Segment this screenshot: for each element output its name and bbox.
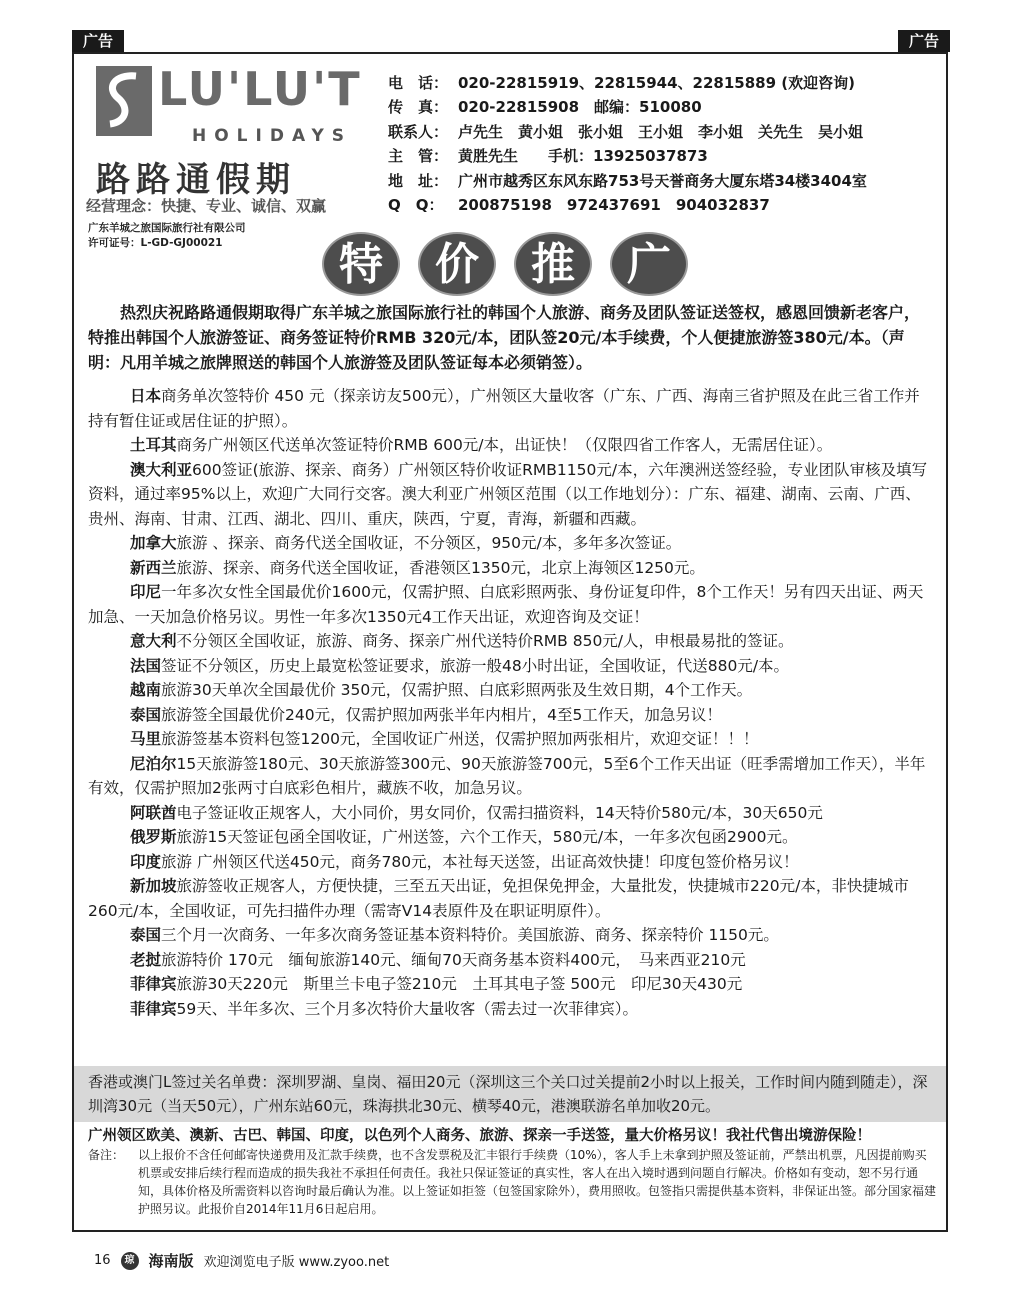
banner-char: 特: [322, 232, 400, 296]
visa-item-country: 菲律宾: [130, 975, 177, 993]
visa-item-country: 意大利: [130, 632, 177, 650]
visa-item-text: 600签证(旅游、探亲、商务）广州领区特价收证RMB1150元/本，六年澳洲送签经验，专业团队审核及填写资料，通过率95%以上，欢迎广大同行交客。澳大利亚广州领区范围（以工作地划分）：广东、福建、湖南、云南、广西、贵州、海南、甘肃、江西、湖北、四川、重庆，陕西，宁夏，青海，新疆和西藏。: [88, 460, 928, 528]
contact-address: 地 址： 广州市越秀区东风东路753号天誉商务大厦东塔34楼3404室: [388, 171, 867, 190]
special-offer-banner: [322, 232, 702, 296]
page-number: 16: [94, 1253, 111, 1268]
visa-item-country: 俄罗斯: [130, 828, 177, 846]
banner-char: 推: [514, 232, 592, 296]
company-name: 广东羊城之旅国际旅行社有限公司: [88, 222, 246, 234]
visa-item: [88, 825, 933, 850]
footer-website: 欢迎浏览电子版 www.zyoo.net: [203, 1255, 390, 1270]
visa-item-country: 法国: [130, 656, 162, 675]
visa-item: [88, 629, 933, 654]
visa-item-country: 泰国: [130, 705, 162, 724]
visa-item: [88, 948, 933, 973]
visa-item-text: 旅游15天签证包函全国收证，广州送签，六个工作天，580元/本，一年多次包函2900元。: [176, 828, 798, 846]
contact-persons: 联系人： 卢先生 黄小姐 张小姐 王小姐 李小姐 关先生 吴小姐: [388, 122, 864, 141]
visa-item: [88, 703, 933, 728]
visa-item: [88, 972, 933, 997]
visa-item-country: 新加坡: [130, 877, 177, 895]
visa-item: [88, 433, 933, 458]
contact-manager: 主 管： 黄胜先生 手机：13925037873: [388, 147, 708, 166]
visa-item-country: 越南: [130, 681, 162, 699]
visa-item-country: 土耳其: [130, 436, 177, 454]
visa-item: [88, 752, 933, 801]
visa-item-country: 印尼: [130, 583, 162, 601]
ad-tag-right: 广告: [898, 30, 950, 52]
visa-item: [88, 556, 933, 581]
contact-block: [388, 72, 948, 218]
logo-brand: LU'LU'T: [158, 62, 362, 116]
edition-name: 海南版: [148, 1252, 194, 1270]
visa-item-text: 旅游、探亲、商务代送全国收证，香港领区1350元，北京上海领区1250元。: [176, 558, 705, 577]
visa-item-country: 印度: [130, 852, 162, 871]
visa-item-text: 旅游 、探亲、商务代送全国收证，不分领区，950元/本，多年多次签证。: [176, 534, 682, 552]
contact-phone: 电 话： 020-22815919、22815944、22815889 (欢迎咨询): [388, 74, 855, 92]
logo-cn-name: 路路通假期: [96, 160, 296, 200]
visa-item-text: 旅游特价 170元 缅甸旅游140元、缅甸70天商务基本资料400元， 马来西亚210元: [161, 950, 746, 969]
visa-item-text: 旅游 广州领区代送450元，商务780元，本社每天送签，出证高效快捷！印度包签价格另议！: [161, 852, 799, 871]
visa-item: [88, 654, 933, 679]
contact-fax: 传 真： 020-22815908 邮编：510080: [388, 98, 702, 117]
visa-items-list: [88, 384, 933, 1021]
visa-item-text: 电子签证收正规客人，大小同价，男女同价，仅需扫描资料，14天特价580元/本，30天650元: [176, 803, 823, 822]
visa-item: [88, 801, 933, 826]
edition-icon: 琼: [121, 1252, 139, 1270]
visa-item-country: 泰国: [130, 926, 162, 944]
visa-item-country: 新西兰: [130, 558, 177, 577]
visa-item: [88, 923, 933, 948]
visa-item: [88, 458, 933, 532]
visa-item-country: 马里: [130, 730, 162, 748]
visa-item-text: 旅游签收正规客人，方便快捷，三至五天出证，免担保免押金，大量批发，快捷城市220元/本，非快捷城市260元/本，全国收证，可先扫描件办理（需寄V14表原件及在职证明原件）。: [88, 877, 909, 920]
banner-char: 广: [610, 232, 688, 296]
visa-item-text: 旅游签基本资料包签1200元，全国收证广州送，仅需护照加两张相片，欢迎交证！！！: [161, 730, 759, 748]
bottom-note: 广州领区欧美、澳新、古巴、韩国、印度，以色列个人商务、旅游、探亲一手送签，量大价格另议！我社代售出境游保险！: [88, 1128, 871, 1144]
visa-item-text: 一年多次女性全国最优价1600元，仅需护照、白底彩照两张、身份证复印件，8个工作天！另有四天出证、两天加急、一天加急价格另议。男性一年多次1350元4工作天出证，欢迎咨询及交证！: [88, 583, 924, 626]
remarks-text: 以上报价不含任何邮寄快递费用及汇款手续费，也不含发票税及汇丰银行手续费（10%），客人手上未拿到护照及签证前，严禁出机票，凡因提前购买机票或安排后续行程而造成的损失我社不承担任何责任。我社只保证签证的真实性，客人在出入境时遇到问题自行解决。价格如有变动，恕不另行通知，具体价格及所需资料以咨询时最后确认为准。以上签证如拒签（包签国家除外），费用照收。包签指只需提供基本资料，非保证出签。部分国家福建护照另议。此报价自2014年11月6日起启用。: [138, 1148, 937, 1216]
banner-char: 价: [418, 232, 496, 296]
ad-tag-left: 广告: [72, 30, 124, 52]
visa-item-text: 商务单次签特价 450 元（探亲访友500元），广州领区大量收客（广东、广西、海南三省护照及在此三省工作并持有暂住证或居住证的护照）。: [88, 387, 920, 430]
visa-item-country: 澳大利亚: [130, 460, 193, 479]
visa-item-country: 尼泊尔: [130, 754, 177, 773]
visa-item-text: 不分领区全国收证，旅游、商务、探亲广州代送特价RMB 850元/人，申根最易批的签证。: [176, 632, 794, 650]
logo-holidays: HOLIDAYS: [192, 126, 353, 146]
visa-item-text: 15天旅游签180元、30天旅游签300元、90天旅游签700元，5至6个工作天出证（旺季需增加工作天），半年有效，仅需护照加2张两寸白底彩色相片，藏族不收，加急另议。: [88, 754, 926, 797]
visa-item-country: 阿联酋: [130, 803, 177, 822]
visa-item: [88, 580, 933, 629]
logo-slogan: 经营理念：快捷、专业、诚信、双赢: [86, 197, 327, 215]
visa-item: [88, 531, 933, 556]
license-number: 许可证号：L-GD-GJ00021: [88, 237, 223, 249]
visa-item-text: 签证不分领区，历史上最宽松签证要求，旅游一般48小时出证，全国收证，代送880元/本。: [161, 656, 790, 675]
contact-qq: Q Q： 200875198 972437691 904032837: [388, 195, 770, 214]
visa-item-country: 日本: [130, 387, 162, 405]
logo-s-icon: [96, 66, 152, 136]
visa-item-text: 旅游签全国最优价240元，仅需护照加两张半年内相片，4至5工作天，加急另议！: [161, 705, 722, 724]
visa-item: [88, 850, 933, 875]
visa-item-country: 菲律宾: [130, 999, 177, 1018]
visa-item: [88, 727, 933, 752]
visa-item-text: 旅游30天220元 斯里兰卡电子签210元 土耳其电子签 500元 印尼30天430元: [176, 975, 743, 993]
visa-item: [88, 874, 933, 923]
visa-item-text: 旅游30天单次全国最优价 350元，仅需护照、白底彩照两张及生效日期，4个工作天。: [161, 681, 753, 699]
visa-item: [88, 997, 933, 1022]
visa-item: [88, 678, 933, 703]
visa-item-text: 商务广州领区代送单次签证特价RMB 600元/本，出证快！（仅限四省工作客人，无需居住证）。: [176, 436, 833, 454]
visa-item: [88, 384, 933, 433]
intro-paragraph: 热烈庆祝路路通假期取得广东羊城之旅国际旅行社的韩国个人旅游、商务及团队签证送签权，感恩回馈新老客户，特推出韩国个人旅游签证、商务签证特价RMB 320元/本，团队签20元/本手续费，个人便捷旅游签380元/本。（声明：凡用羊城之旅牌照送的韩国个人旅游签及团队签证每本必须销签）。: [88, 303, 921, 372]
visa-item-text: 三个月一次商务、一年多次商务签证基本资料特价。美国旅游、商务、探亲特价 1150元。: [161, 926, 779, 944]
visa-item-country: 加拿大: [130, 534, 177, 552]
visa-item-text: 59天、半年多次、三个月多次特价大量收客（需去过一次菲律宾）。: [176, 999, 638, 1018]
visa-item-country: 老挝: [130, 950, 162, 969]
remarks: [88, 1146, 938, 1218]
hk-macau-note: 香港或澳门L签过关名单费：深圳罗湖、皇岗、福田20元（深圳这三个关口过关提前2小时以上报关，工作时间内随到随走），深圳湾30元（当天50元），广州东站60元，珠海拱北30元、横琴40元，港澳联游名单加收20元。: [74, 1066, 946, 1122]
remarks-label: 备注：: [88, 1148, 125, 1162]
footer: [94, 1250, 389, 1271]
